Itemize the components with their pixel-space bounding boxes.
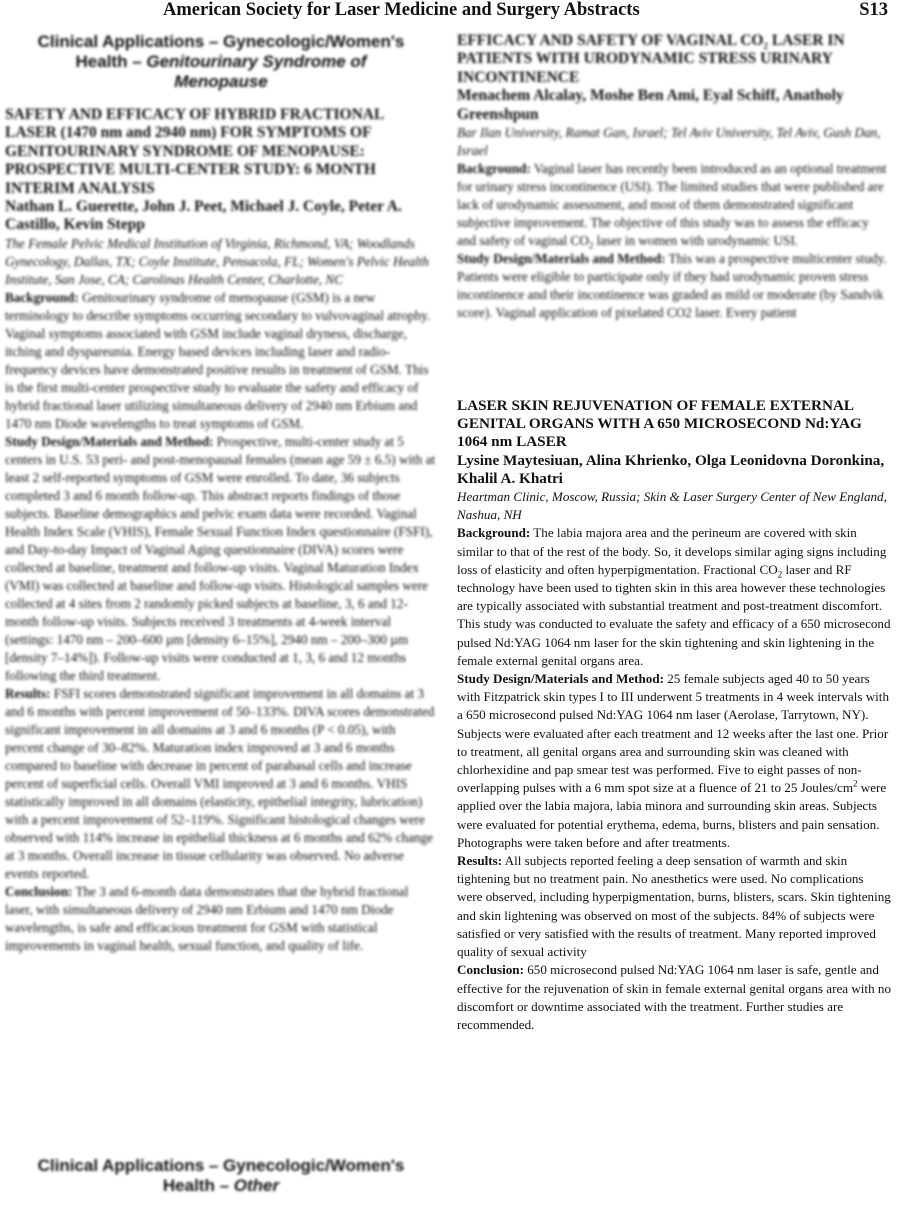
page-number: S13: [859, 0, 888, 20]
abstract-background: [457, 524, 891, 670]
abstract-affiliation: Bar Ilan University, Ramat Gan, Israel; Tel Aviv University, Tel Aviv, Gush Dan, Israel: [457, 125, 881, 159]
abstract-results: [457, 852, 891, 961]
abstract-affiliation: Heartman Clinic, Moscow, Russia; Skin & Laser Surgery Center of New England, Nashua, NH: [457, 489, 887, 523]
design-label: Study Design/Materials and Method:: [5, 433, 214, 449]
design-text: This was a prospective multicenter study. Patients were eligible to participate only if they had urodynamic proven stress incontinence and their incontinence was graded as mild or moderate (by Sandvik score). Vaginal application of pixelated CO2 laser. Every patient: [457, 251, 887, 321]
section-heading-other: [5, 1156, 437, 1196]
journal-title: American Society for Laser Medicine and Surgery Abstracts: [163, 0, 640, 20]
running-header: [0, 0, 900, 24]
results-label: Results:: [5, 685, 51, 701]
section-heading: [5, 32, 437, 92]
section-heading-line2-italic: Genitourinary Syndrome of: [146, 52, 367, 71]
background-subscript: 2: [588, 240, 594, 251]
abstract-authors: Lysine Maytesiuan, Alina Khrienko, Olga Leonidovna Doronkina, Khalil A. Khatri: [457, 451, 885, 487]
abstract-design: [457, 670, 891, 852]
background-subscript: 2: [777, 569, 783, 580]
abstract-conclusion: [457, 961, 891, 1034]
abstract-title: LASER SKIN REJUVENATION OF FEMALE EXTERNAL GENITAL ORGANS WITH A 650 MICROSECOND Nd:YAG 1064 nm LASER: [457, 397, 862, 451]
background-label: Background:: [457, 525, 531, 541]
abstract-conclusion: [5, 883, 437, 955]
background-text-a: The labia majora area and the perineum are covered with skin similar to that of the rest of the body. So, it develops similar aging signs including loss of elasticity and often hyperpigmentation. Fractional CO: [457, 525, 887, 577]
results-text: All subjects reported feeling a deep sensation of warmth and skin tightening but no treatment pain. No anesthetics were used. No complications were observed, including hyperpigmentation, burns, blisters, scars. Skin tightening and skin lightening was observed on most of the subjects. 84% of subjects were satisfied or very satisfied with the results of treatment. Many reported improved quality of sexual activity: [457, 853, 891, 960]
title-subscript: 2: [763, 41, 768, 52]
design-superscript: 2: [853, 778, 858, 789]
conclusion-text: 650 microsecond pulsed Nd:YAG 1064 nm laser is safe, gentle and effective for the rejuvenation of skin in female external genital organs area with no discomfort or downtime associated with the treatment. Further studies are recommended.: [457, 962, 891, 1032]
bottom-heading-line1: Clinical Applications – Gynecologic/Women's: [37, 1156, 405, 1175]
bottom-heading-line2-plain: Health –: [162, 1176, 234, 1195]
right-main-abstract: [457, 397, 891, 1034]
abstract-title: [457, 32, 889, 87]
background-label: Background:: [457, 161, 531, 177]
section-heading-line2-plain: Health –: [75, 52, 147, 71]
abstract-background: [5, 289, 437, 433]
results-label: Results:: [457, 853, 503, 869]
conclusion-label: Conclusion:: [5, 883, 73, 899]
background-text-b: laser in women with urodynamic USI.: [593, 233, 799, 249]
design-text-a: 25 female subjects aged 40 to 50 years with Fitzpatrick skin types I to III underwent 5 treatments in 4 week intervals with a 650 microsecond pulsed Nd:YAG 1064 nm laser (Aerolase, Tarrytown, NY). Subjects were evaluated after each treatment and 12 weeks after the last one. Prior to treatment, all genital organs area and surrounding skin was cleaned with chlorhexidine and pap smear test was performed. Five to eight passes of non-overlapping pulses with a 6 mm spot size at a fluence of 21 to 25 Joules/cm: [457, 671, 889, 796]
left-bottom-section: [5, 1156, 437, 1210]
title-part-a: EFFICACY AND SAFETY OF VAGINAL CO: [457, 32, 764, 49]
left-column-abstract: [5, 32, 437, 955]
bottom-heading-line2-italic: Other: [233, 1176, 280, 1195]
design-label: Study Design/Materials and Method:: [457, 671, 664, 687]
abstract-authors: Nathan L. Guerette, John J. Peet, Michael J. Coyle, Peter A. Castillo, Kevin Stepp: [5, 198, 402, 234]
design-text: Prospective, multi-center study at 5 centers in U.S. 53 peri- and post-menopausal females (mean age 59 ± 6.5) with at least 2 self-reported symptoms of GSM were enrolled. To date, 36 subjects completed 3 and 6 month follow-up. This abstract reports findings of those subjects. Baseline demographics and pelvic exam data were recorded. Vaginal Health Index Scale (VHIS), Female Sexual Function Index questionnaire (FSFI), and Day-to-day Impact of Vaginal Aging questionnaire (DIVA) scores were collected at baseline, treatment and follow-up visits. Vaginal Maturation Index (VMI) was collected at baseline and follow-up visits. Histological samples were collected at 4 sites from 2 randomly picked subjects at baseline, 3, 6 and 12-month follow-up visits. Subjects received 3 treatments at 4-week interval (settings: 1470 nm – 200–600 µm [density 6–15%], 2940 nm – 200–300 µm [density 7–14%]). Follow-up visits were conducted at 1, 3, 6 and 12 months following the third treatment.: [5, 433, 436, 683]
abstract-authors: Menachem Alcalay, Moshe Ben Ami, Eyal Schiff, Anatholy Greenshpun: [457, 87, 844, 123]
abstract-title: SAFETY AND EFFICACY OF HYBRID FRACTIONAL LASER (1470 nm and 2940 nm) FOR SYMPTOMS OF GENITOURINARY SYNDROME OF MENOPAUSE: PROSPECTIVE MULTI-CENTER STUDY: 6 MONTH INTERIM ANALYSIS: [5, 106, 384, 197]
design-text-b: were applied over the labia majora, labia minora and surrounding skin areas. Subjects were evaluated for potential erythema, edema, burns, blisters and pain sensation. Photographs were taken before and after treatments.: [457, 780, 887, 850]
title-part-b: LASER IN PATIENTS WITH URODYNAMIC STRESS URINARY INCONTINENCE: [457, 32, 845, 86]
right-top-abstract: [457, 32, 889, 370]
section-heading-line1: Clinical Applications – Gynecologic/Women's: [37, 32, 405, 51]
background-text-b: laser and RF technology have been used to tighten skin in this area however these technologies are typically associated with substantial treatment and post-treatment discomfort. This study was conducted to evaluate the safety and efficacy of a 650 microsecond pulsed Nd:YAG 1064 nm laser for the skin tightening and skin lightening in the female external genital organs area.: [457, 561, 891, 668]
conclusion-text: The 3 and 6-month data demonstrates that the hybrid fractional laser, with simultaneous delivery of 2940 nm Erbium and 1470 nm Diode wavelengths, is safe and efficacious treatment for GSM with statistical improvements in vaginal health, sexual function, and quality of life.: [5, 883, 409, 953]
abstract-background: [457, 160, 889, 250]
abstract-design: [5, 433, 437, 685]
results-text: FSFI scores demonstrated significant improvement in all domains at 3 and 6 months with percent improvement of 50–133%. DIVA scores demonstrated significant improvement in all domains at 3 and 6 months (P < 0.05), with percent change of 30–82%. Maturation index improved at 3 and 6 months compared to baseline with decrease in percent of parabasal cells and increase percent of superficial cells. Overall VMI improved at 3 and 6 months. VHIS statistically improved in all domains (elasticity, epithelial integrity, lubrication) with a percent improvement of 52–119%. Significant histological changes were observed with 114% increase in epithelial thickness at 6 months and 62% change at 3 months. Overall increase in tissue cellularity was observed. No adverse events reported.: [5, 685, 435, 881]
design-label: Study Design/Materials and Method:: [457, 251, 666, 267]
section-heading-line3-italic: Menopause: [174, 72, 268, 91]
abstract-results: [5, 685, 437, 883]
background-text: Genitourinary syndrome of menopause (GSM) is a new terminology to describe symptoms occurring secondary to vulvovaginal atrophy. Vaginal symptoms associated with GSM include vaginal dryness, discharge, itching and dyspareunia. Energy based devices including laser and radio-frequency devices have demonstrated positive results in treatment of GSM. This is the first multi-center prospective study to evaluate the safety and efficacy of hybrid fractional laser utilizing simultaneous delivery of 2940 nm Erbium and 1470 nm Diode wavelengths to treat symptoms of GSM.: [5, 289, 431, 431]
background-text-a: Vaginal laser has recently been introduced as an optional treatment for urinary stress incontinence (USI). The limited studies that were published are lack of urodynamic assessment, and most of them demonstrated significant subjective improvement. The objective of this study was to assess the efficacy and safety of vaginal CO: [457, 161, 887, 249]
background-label: Background:: [5, 289, 79, 305]
abstract-design: [457, 250, 889, 322]
conclusion-label: Conclusion:: [457, 962, 524, 978]
abstract-affiliation: The Female Pelvic Medical Institution of Virginia, Richmond, VA; Woodlands Gynecology, Dallas, TX; Coyle Institute, Pensacola, FL; Women's Pelvic Health Institute, San Jose, CA; Carolinas Health Center, Charlotte, NC: [5, 235, 429, 287]
